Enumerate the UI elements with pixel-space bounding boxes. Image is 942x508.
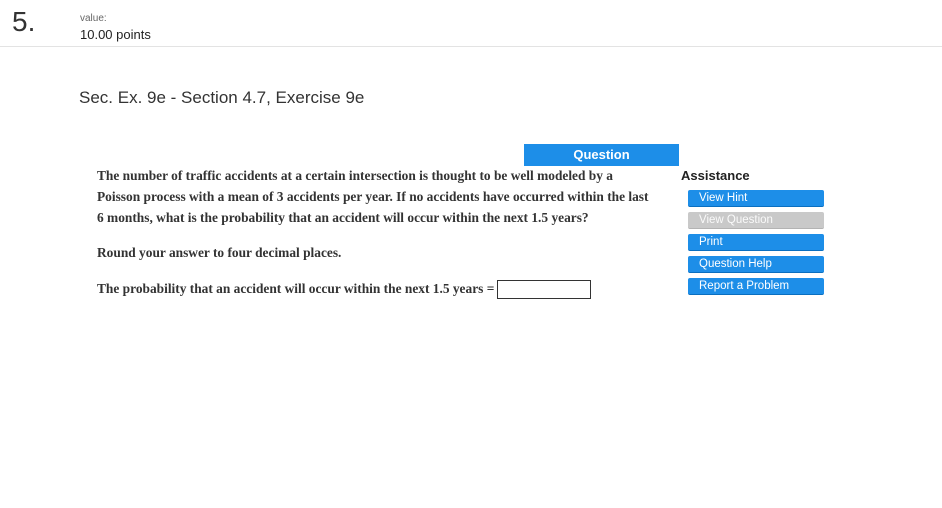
value-label: value: [80,13,107,24]
report-problem-button[interactable]: Report a Problem [688,278,824,295]
print-button[interactable]: Print [688,234,824,251]
answer-input[interactable] [497,280,591,299]
assistance-title: Assistance [681,168,750,183]
question-number: 5. [12,6,36,37]
section-title: Sec. Ex. 9e - Section 4.7, Exercise 9e [79,88,365,107]
answer-row [97,279,657,299]
round-instruction: Round your answer to four decimal places. [97,245,342,261]
problem-text: The number of traffic accidents at a certain intersection is thought to be well modeled by a Poisson process with a mean of 3 accidents per year. If no accidents have occurred within the last 6 months, what is the probability that an accident will occur within the next 1.5 years? [97,168,649,225]
view-question-button: View Question [688,212,824,229]
answer-prompt: The probability that an accident will occur within the next 1.5 years = [97,281,495,297]
question-tab: Question [524,144,679,166]
question-body [97,166,657,299]
view-hint-button[interactable]: View Hint [688,190,824,207]
question-help-button[interactable]: Question Help [688,256,824,273]
header-divider [0,46,942,47]
value-points: 10.00 points [80,27,151,42]
